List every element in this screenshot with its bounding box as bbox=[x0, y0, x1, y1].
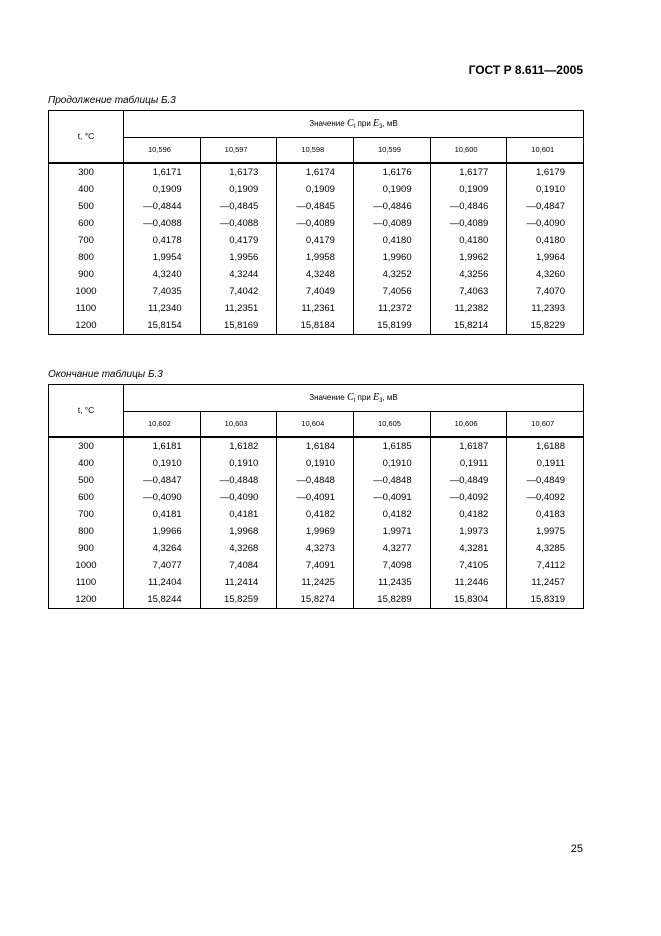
value-cell: 4,3264 bbox=[124, 540, 201, 557]
value-cell: 1,9964 bbox=[507, 249, 584, 266]
value-cell: —0,4089 bbox=[277, 215, 354, 232]
temperature-cell: 1100 bbox=[49, 574, 124, 591]
value-cell: 0,4183 bbox=[507, 506, 584, 523]
e-value-column-header: 10,604 bbox=[277, 412, 354, 438]
value-cell: 1,6177 bbox=[430, 163, 507, 181]
value-cell: 0,4178 bbox=[124, 232, 201, 249]
data-table-ending bbox=[48, 384, 584, 609]
value-cell: 11,2457 bbox=[507, 574, 584, 591]
value-header-prefix: Значение bbox=[309, 118, 345, 128]
value-cell: 11,2393 bbox=[507, 300, 584, 317]
value-cell: 15,8274 bbox=[277, 591, 354, 609]
c-subscript: t bbox=[353, 123, 356, 130]
value-cell: —0,4092 bbox=[430, 489, 507, 506]
temperature-cell: 800 bbox=[49, 523, 124, 540]
value-cell: 1,6174 bbox=[277, 163, 354, 181]
table-row bbox=[49, 181, 584, 198]
value-cell: 7,4042 bbox=[200, 283, 277, 300]
c-symbol: C bbox=[346, 117, 354, 129]
value-cell: 1,6173 bbox=[200, 163, 277, 181]
temperature-cell: 1200 bbox=[49, 317, 124, 335]
value-cell: 15,8229 bbox=[507, 317, 584, 335]
temperature-cell: 700 bbox=[49, 506, 124, 523]
value-cell: 0,4180 bbox=[430, 232, 507, 249]
e-value-column-header: 10,602 bbox=[124, 412, 201, 438]
value-cell: 1,9975 bbox=[507, 523, 584, 540]
value-header-prefix: Значение bbox=[309, 392, 345, 402]
value-cell: 1,9958 bbox=[277, 249, 354, 266]
value-cell: 1,6187 bbox=[430, 437, 507, 455]
value-cell: —0,4848 bbox=[200, 472, 277, 489]
value-cell: —0,4091 bbox=[277, 489, 354, 506]
value-cell: 1,6171 bbox=[124, 163, 201, 181]
value-cell: —0,4849 bbox=[430, 472, 507, 489]
value-cell: 4,3285 bbox=[507, 540, 584, 557]
temperature-cell: 400 bbox=[49, 455, 124, 472]
value-cell: 11,2382 bbox=[430, 300, 507, 317]
value-cell: 11,2372 bbox=[353, 300, 430, 317]
c-symbol: C bbox=[346, 391, 354, 403]
value-cell: 1,9969 bbox=[277, 523, 354, 540]
value-cell: 0,1909 bbox=[124, 181, 201, 198]
value-cell: —0,4848 bbox=[277, 472, 354, 489]
page-number: 25 bbox=[570, 843, 583, 855]
value-cell: 7,4077 bbox=[124, 557, 201, 574]
value-cell: 0,4180 bbox=[507, 232, 584, 249]
value-cell: —0,4847 bbox=[124, 472, 201, 489]
value-cell: —0,4092 bbox=[507, 489, 584, 506]
value-header-unit: , мВ bbox=[382, 118, 398, 128]
document-standard-header: ГОСТ Р 8.611—2005 bbox=[468, 63, 583, 77]
value-cell: 7,4035 bbox=[124, 283, 201, 300]
temperature-cell: 1100 bbox=[49, 300, 124, 317]
value-column-group-header bbox=[124, 111, 584, 138]
table-row bbox=[49, 455, 584, 472]
e-value-column-header: 10,600 bbox=[430, 138, 507, 164]
temperature-cell: 900 bbox=[49, 540, 124, 557]
value-cell: 4,3252 bbox=[353, 266, 430, 283]
value-column-group-header bbox=[124, 385, 584, 412]
e-value-column-header: 10,597 bbox=[200, 138, 277, 164]
value-cell: 1,9954 bbox=[124, 249, 201, 266]
value-cell: 11,2361 bbox=[277, 300, 354, 317]
temperature-cell: 600 bbox=[49, 489, 124, 506]
value-cell: 0,4181 bbox=[200, 506, 277, 523]
value-cell: —0,4089 bbox=[353, 215, 430, 232]
value-cell: 15,8289 bbox=[353, 591, 430, 609]
table-row bbox=[49, 591, 584, 609]
table-row bbox=[49, 437, 584, 455]
temperature-cell: 1200 bbox=[49, 591, 124, 609]
table-header-row bbox=[49, 385, 584, 412]
temperature-column-header: t, °C bbox=[49, 385, 124, 438]
value-cell: 0,1911 bbox=[430, 455, 507, 472]
value-cell: 4,3273 bbox=[277, 540, 354, 557]
value-cell: 1,6182 bbox=[200, 437, 277, 455]
value-cell: 1,6181 bbox=[124, 437, 201, 455]
value-cell: 4,3256 bbox=[430, 266, 507, 283]
value-cell: 0,1910 bbox=[507, 181, 584, 198]
value-cell: 11,2425 bbox=[277, 574, 354, 591]
e-value-column-header: 10,603 bbox=[200, 412, 277, 438]
value-cell: 1,9973 bbox=[430, 523, 507, 540]
value-cell: —0,4846 bbox=[353, 198, 430, 215]
value-cell: 11,2404 bbox=[124, 574, 201, 591]
table-row bbox=[49, 198, 584, 215]
value-cell: 1,9956 bbox=[200, 249, 277, 266]
value-cell: 1,9971 bbox=[353, 523, 430, 540]
e-values-header-row bbox=[49, 138, 584, 164]
value-cell: 15,8214 bbox=[430, 317, 507, 335]
value-cell: 7,4105 bbox=[430, 557, 507, 574]
e-value-column-header: 10,599 bbox=[353, 138, 430, 164]
value-cell: —0,4845 bbox=[277, 198, 354, 215]
value-cell: —0,4090 bbox=[200, 489, 277, 506]
value-cell: 0,4181 bbox=[124, 506, 201, 523]
value-cell: 1,6185 bbox=[353, 437, 430, 455]
value-cell: 4,3240 bbox=[124, 266, 201, 283]
value-cell: 15,8319 bbox=[507, 591, 584, 609]
value-cell: 15,8154 bbox=[124, 317, 201, 335]
temperature-cell: 1000 bbox=[49, 557, 124, 574]
value-cell: 0,1910 bbox=[353, 455, 430, 472]
temperature-cell: 500 bbox=[49, 198, 124, 215]
value-cell: 4,3281 bbox=[430, 540, 507, 557]
value-cell: 0,4182 bbox=[430, 506, 507, 523]
temperature-cell: 600 bbox=[49, 215, 124, 232]
value-cell: —0,4846 bbox=[430, 198, 507, 215]
value-cell: —0,4091 bbox=[353, 489, 430, 506]
data-table-continuation bbox=[48, 110, 584, 335]
value-cell: 4,3260 bbox=[507, 266, 584, 283]
value-cell: 11,2446 bbox=[430, 574, 507, 591]
value-cell: 1,9968 bbox=[200, 523, 277, 540]
e-subscript: 3 bbox=[379, 123, 383, 130]
temperature-cell: 400 bbox=[49, 181, 124, 198]
value-cell: 0,1909 bbox=[430, 181, 507, 198]
temperature-cell: 300 bbox=[49, 163, 124, 181]
table-row bbox=[49, 249, 584, 266]
value-cell: 15,8304 bbox=[430, 591, 507, 609]
e-value-column-header: 10,607 bbox=[507, 412, 584, 438]
table-row bbox=[49, 540, 584, 557]
value-cell: —0,4090 bbox=[124, 489, 201, 506]
value-cell: 0,4182 bbox=[277, 506, 354, 523]
table-row bbox=[49, 523, 584, 540]
table-row bbox=[49, 300, 584, 317]
table-header-row bbox=[49, 111, 584, 138]
table-row bbox=[49, 317, 584, 335]
value-cell: 11,2351 bbox=[200, 300, 277, 317]
value-cell: 15,8244 bbox=[124, 591, 201, 609]
value-cell: 1,9966 bbox=[124, 523, 201, 540]
e-value-column-header: 10,598 bbox=[277, 138, 354, 164]
table-row bbox=[49, 232, 584, 249]
value-cell: 0,4180 bbox=[353, 232, 430, 249]
value-cell: 1,9960 bbox=[353, 249, 430, 266]
value-cell: 4,3248 bbox=[277, 266, 354, 283]
value-cell: 0,1909 bbox=[353, 181, 430, 198]
value-cell: 11,2435 bbox=[353, 574, 430, 591]
table-row bbox=[49, 472, 584, 489]
value-cell: 1,6176 bbox=[353, 163, 430, 181]
value-cell: 1,6188 bbox=[507, 437, 584, 455]
table-row bbox=[49, 163, 584, 181]
e-value-column-header: 10,601 bbox=[507, 138, 584, 164]
value-cell: 7,4056 bbox=[353, 283, 430, 300]
value-cell: 4,3277 bbox=[353, 540, 430, 557]
value-cell: 7,4084 bbox=[200, 557, 277, 574]
table-row bbox=[49, 266, 584, 283]
value-cell: 0,1910 bbox=[200, 455, 277, 472]
value-cell: 11,2414 bbox=[200, 574, 277, 591]
e-value-column-header: 10,606 bbox=[430, 412, 507, 438]
value-cell: 0,4182 bbox=[353, 506, 430, 523]
value-cell: —0,4088 bbox=[124, 215, 201, 232]
value-header-mid: при bbox=[357, 392, 371, 402]
e-symbol: E bbox=[373, 117, 380, 129]
value-cell: 4,3244 bbox=[200, 266, 277, 283]
table-row bbox=[49, 574, 584, 591]
value-cell: —0,4089 bbox=[430, 215, 507, 232]
temperature-cell: 500 bbox=[49, 472, 124, 489]
value-cell: 0,1910 bbox=[277, 455, 354, 472]
value-cell: 7,4091 bbox=[277, 557, 354, 574]
temperature-cell: 300 bbox=[49, 437, 124, 455]
value-cell: 7,4070 bbox=[507, 283, 584, 300]
table-caption: Продолжение таблицы Б.3 bbox=[48, 95, 176, 106]
value-cell: 4,3268 bbox=[200, 540, 277, 557]
table-row bbox=[49, 283, 584, 300]
temperature-cell: 900 bbox=[49, 266, 124, 283]
table-caption: Окончание таблицы Б.3 bbox=[48, 369, 163, 380]
value-cell: 15,8169 bbox=[200, 317, 277, 335]
table-row bbox=[49, 506, 584, 523]
value-cell: 15,8199 bbox=[353, 317, 430, 335]
temperature-cell: 700 bbox=[49, 232, 124, 249]
value-cell: 1,9962 bbox=[430, 249, 507, 266]
table-row bbox=[49, 489, 584, 506]
value-cell: —0,4848 bbox=[353, 472, 430, 489]
e-symbol: E bbox=[373, 391, 380, 403]
e-subscript: 3 bbox=[379, 397, 383, 404]
value-cell: 11,2340 bbox=[124, 300, 201, 317]
value-cell: —0,4090 bbox=[507, 215, 584, 232]
value-cell: —0,4849 bbox=[507, 472, 584, 489]
table-row bbox=[49, 215, 584, 232]
value-cell: 15,8184 bbox=[277, 317, 354, 335]
e-values-header-row bbox=[49, 412, 584, 438]
value-cell: 15,8259 bbox=[200, 591, 277, 609]
value-cell: 7,4112 bbox=[507, 557, 584, 574]
value-cell: 0,4179 bbox=[200, 232, 277, 249]
e-value-column-header: 10,596 bbox=[124, 138, 201, 164]
value-header-unit: , мВ bbox=[382, 392, 398, 402]
value-cell: 0,4179 bbox=[277, 232, 354, 249]
e-value-column-header: 10,605 bbox=[353, 412, 430, 438]
value-cell: 1,6179 bbox=[507, 163, 584, 181]
c-subscript: t bbox=[353, 397, 356, 404]
value-cell: —0,4847 bbox=[507, 198, 584, 215]
value-header-mid: при bbox=[357, 118, 371, 128]
value-cell: 0,1911 bbox=[507, 455, 584, 472]
value-cell: 1,6184 bbox=[277, 437, 354, 455]
value-cell: 0,1910 bbox=[124, 455, 201, 472]
value-cell: —0,4088 bbox=[200, 215, 277, 232]
value-cell: 0,1909 bbox=[277, 181, 354, 198]
value-cell: 7,4049 bbox=[277, 283, 354, 300]
temperature-column-header: t, °C bbox=[49, 111, 124, 164]
value-cell: 0,1909 bbox=[200, 181, 277, 198]
value-cell: 7,4063 bbox=[430, 283, 507, 300]
table-row bbox=[49, 557, 584, 574]
value-cell: —0,4845 bbox=[200, 198, 277, 215]
temperature-cell: 1000 bbox=[49, 283, 124, 300]
value-cell: 7,4098 bbox=[353, 557, 430, 574]
temperature-cell: 800 bbox=[49, 249, 124, 266]
value-cell: —0,4844 bbox=[124, 198, 201, 215]
